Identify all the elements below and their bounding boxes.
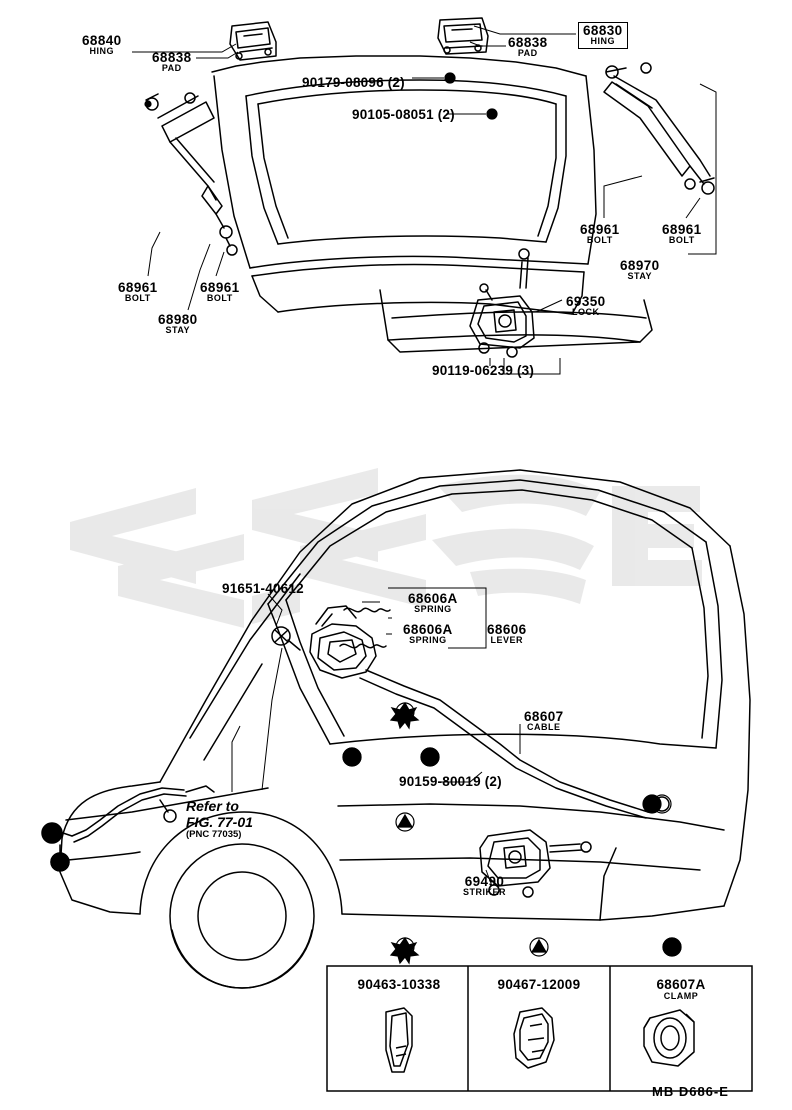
legend-label-90463-10338: [344, 978, 454, 992]
label-68830: [578, 22, 628, 49]
label-69490: [463, 875, 506, 897]
part-name: BOLT: [124, 293, 151, 304]
part-name: SPRING: [409, 635, 447, 646]
part-name: STAY: [627, 271, 653, 282]
part-name: BOLT: [206, 293, 233, 304]
part-number: 68961: [200, 280, 240, 295]
label-91651-40612: [222, 582, 304, 596]
part-name: HING: [89, 46, 115, 57]
part-number: 68961: [118, 280, 158, 295]
part-number: 90159-80019 (2): [399, 774, 502, 789]
part-number: 91651-40612: [222, 581, 304, 596]
legend-label-90467-12009: [484, 978, 594, 992]
label-68961-b: [200, 281, 240, 303]
part-name: STRIKER: [463, 887, 507, 898]
refer-line-2: FIG. 77-01: [186, 813, 253, 830]
part-number: 90119-06239 (3): [432, 363, 535, 378]
part-number: 68980: [158, 312, 198, 327]
label-68606A-1: [408, 592, 458, 614]
part-number: 90467-12009: [497, 977, 581, 992]
label-68961-a: [118, 281, 158, 303]
part-name: PAD: [517, 48, 538, 59]
part-number: 68838: [508, 35, 548, 50]
label-68607: [524, 710, 564, 732]
part-number: 69490: [464, 874, 505, 889]
part-name: HING: [590, 36, 616, 47]
label-68961-d: [662, 223, 702, 245]
part-number: 68970: [620, 258, 660, 273]
refer-line-3: (PNC 77035): [186, 829, 242, 841]
label-90179-08096: [302, 76, 405, 90]
refer-line-1: Refer to: [186, 798, 239, 814]
part-number: 90463-10338: [357, 977, 441, 992]
label-90105-08051: [352, 108, 455, 122]
part-number: 90105-08051 (2): [352, 107, 455, 122]
part-number: 68961: [580, 222, 620, 237]
part-number: 68840: [82, 33, 122, 48]
label-69350: [566, 295, 606, 317]
part-number: 68607A: [656, 977, 706, 992]
part-number: 68838: [152, 50, 192, 65]
part-number: 68606A: [408, 591, 458, 606]
label-68606A-2: [403, 623, 453, 645]
label-90159-80019: [399, 775, 502, 789]
part-number: 68606: [487, 622, 527, 637]
label-68838-left: [152, 51, 192, 73]
label-68606: [487, 623, 527, 645]
label-68838-right: [508, 36, 548, 58]
part-number: 68607: [524, 709, 564, 724]
sheet-code: MB D686-E: [652, 1084, 729, 1099]
part-name: STAY: [165, 325, 191, 336]
part-name: LEVER: [490, 635, 524, 646]
part-name: BOLT: [586, 235, 613, 246]
part-number: 68830: [583, 23, 623, 38]
part-number: 68606A: [403, 622, 453, 637]
part-name: CLAMP: [663, 991, 699, 1002]
label-90119-06239: [432, 364, 534, 378]
part-number: 69350: [566, 294, 606, 309]
label-68980: [158, 313, 198, 335]
part-number: 90179-08096 (2): [302, 75, 405, 90]
part-name: LOCK: [572, 307, 600, 318]
label-68840: [82, 34, 122, 56]
part-name: BOLT: [668, 235, 695, 246]
part-name: PAD: [161, 63, 182, 74]
label-68970: [620, 259, 660, 281]
part-name: CABLE: [527, 722, 561, 733]
label-68961-c: [580, 223, 620, 245]
part-number: 68961: [662, 222, 702, 237]
refer-note: [186, 799, 253, 841]
part-name: SPRING: [414, 604, 452, 615]
legend-label-68607A: [626, 978, 736, 1002]
